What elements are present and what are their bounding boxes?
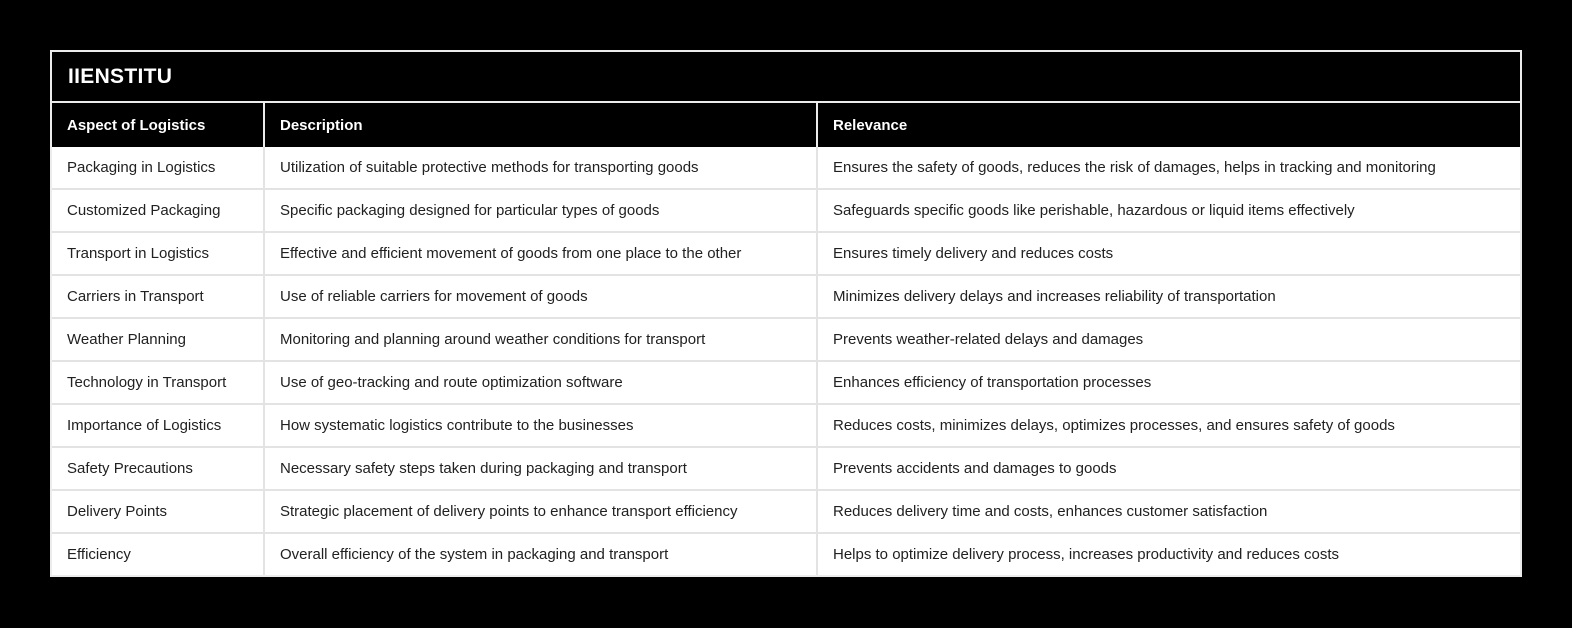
cell-aspect: Technology in Transport [52,361,264,404]
brand-header [52,52,1520,103]
table-row [52,189,1520,232]
table-row [52,147,1520,189]
brand-title: IIENSTITU [68,64,173,88]
cell-relevance: Safeguards specific goods like perishable, hazardous or liquid items effectively [817,189,1520,232]
cell-relevance: Reduces delivery time and costs, enhances customer satisfaction [817,490,1520,533]
cell-description: How systematic logistics contribute to the businesses [264,404,817,447]
cell-description: Strategic placement of delivery points to enhance transport efficiency [264,490,817,533]
cell-description: Specific packaging designed for particular types of goods [264,189,817,232]
cell-aspect: Efficiency [52,533,264,575]
column-header-aspect: Aspect of Logistics [52,103,264,147]
cell-relevance: Ensures timely delivery and reduces costs [817,232,1520,275]
cell-description: Necessary safety steps taken during packaging and transport [264,447,817,490]
table-row [52,533,1520,575]
cell-aspect: Carriers in Transport [52,275,264,318]
table-row [52,361,1520,404]
cell-relevance: Prevents weather-related delays and damages [817,318,1520,361]
column-header-description: Description [264,103,817,147]
cell-description: Use of reliable carriers for movement of goods [264,275,817,318]
cell-aspect: Customized Packaging [52,189,264,232]
cell-relevance: Ensures the safety of goods, reduces the risk of damages, helps in tracking and monitoring [817,147,1520,189]
cell-relevance: Minimizes delivery delays and increases reliability of transportation [817,275,1520,318]
table-row [52,490,1520,533]
cell-description: Use of geo-tracking and route optimization software [264,361,817,404]
cell-description: Utilization of suitable protective methods for transporting goods [264,147,817,189]
cell-relevance: Prevents accidents and damages to goods [817,447,1520,490]
cell-relevance: Reduces costs, minimizes delays, optimizes processes, and ensures safety of goods [817,404,1520,447]
table-row [52,404,1520,447]
cell-aspect: Weather Planning [52,318,264,361]
table-row [52,318,1520,361]
cell-description: Effective and efficient movement of goods from one place to the other [264,232,817,275]
column-header-relevance: Relevance [817,103,1520,147]
table-row [52,447,1520,490]
cell-description: Monitoring and planning around weather conditions for transport [264,318,817,361]
cell-aspect: Safety Precautions [52,447,264,490]
table-row [52,275,1520,318]
logistics-table [52,103,1520,575]
header-row [52,103,1520,147]
cell-description: Overall efficiency of the system in packaging and transport [264,533,817,575]
cell-aspect: Importance of Logistics [52,404,264,447]
table-row [52,232,1520,275]
cell-relevance: Enhances efficiency of transportation processes [817,361,1520,404]
logistics-table-panel [50,50,1522,577]
cell-aspect: Delivery Points [52,490,264,533]
cell-relevance: Helps to optimize delivery process, increases productivity and reduces costs [817,533,1520,575]
cell-aspect: Packaging in Logistics [52,147,264,189]
cell-aspect: Transport in Logistics [52,232,264,275]
